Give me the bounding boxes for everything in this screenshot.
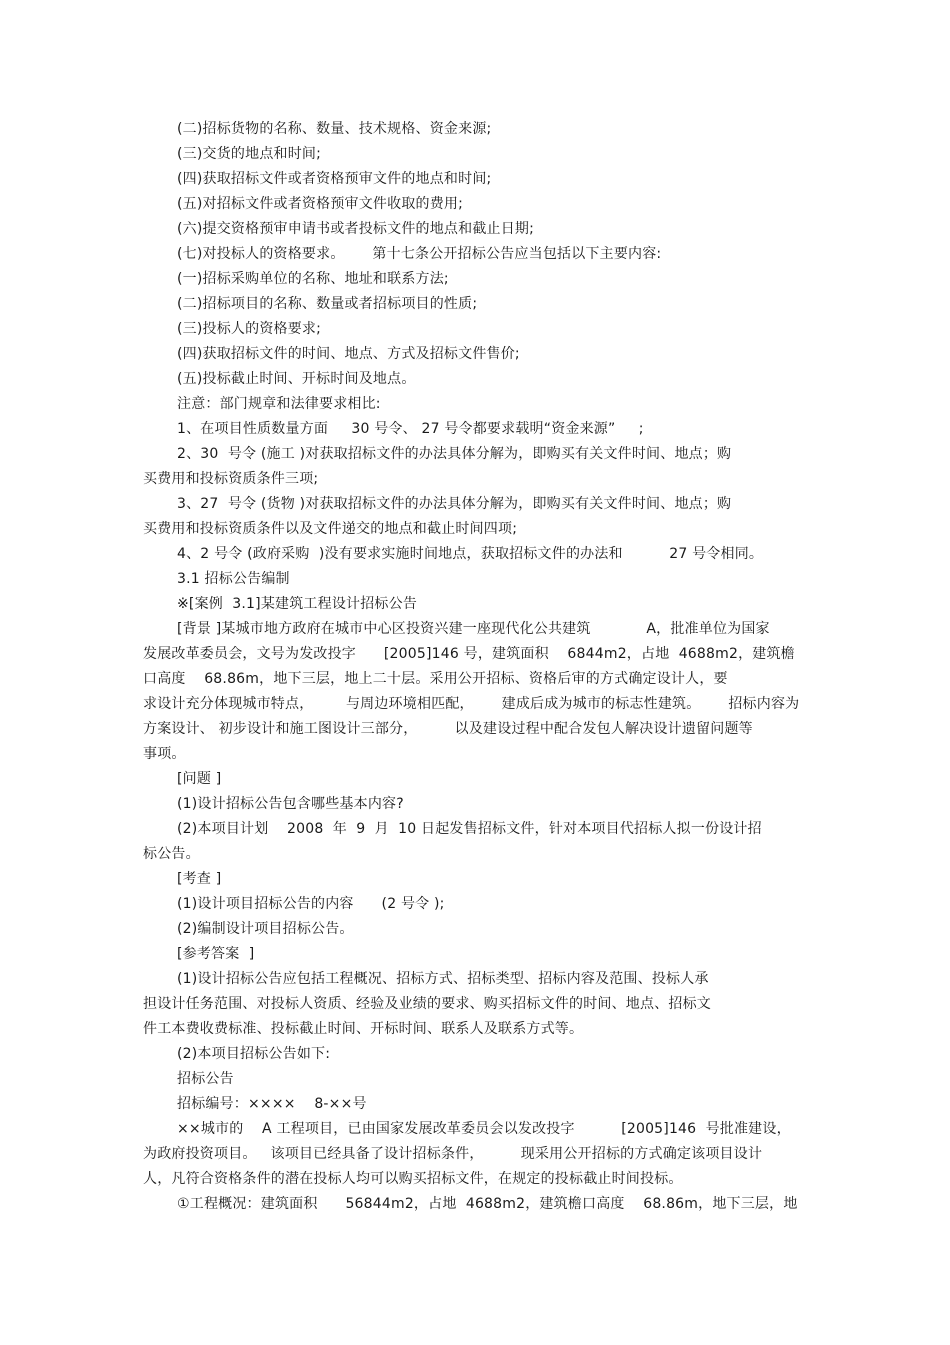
text-line: (七)对投标人的资格要求。 第十七条公开招标公告应当包括以下主要内容:	[177, 246, 662, 262]
text-line: (六)提交资格预审申请书或者投标文件的地点和截止日期;	[177, 221, 535, 237]
text-line: [问题 ]	[177, 771, 222, 787]
text-line: (2)本项目招标公告如下:	[177, 1046, 331, 1062]
text-line: (一)招标采购单位的名称、地址和联系方法;	[177, 271, 449, 287]
notice-number: 招标编号：×××× 8-××号	[177, 1096, 367, 1112]
text-line: 标公告。	[143, 846, 200, 862]
text-line: (四)获取招标文件或者资格预审文件的地点和时间;	[177, 171, 492, 187]
case-title: ※[案例 3.1]某建筑工程设计招标公告	[177, 596, 418, 612]
text-line: (四)获取招标文件的时间、地点、方式及招标文件售价;	[177, 346, 520, 362]
text-line: 发展改革委员会，文号为发改投字 [2005]146 号，建筑面积 6844m2，占地 4688m2，建筑檐	[143, 646, 795, 662]
text-line: (1)设计招标公告包含哪些基本内容?	[177, 796, 404, 812]
text-line: ××城市的 A 工程项目，已由国家发展改革委员会以发改投字 [2005]146 号批准建设，	[177, 1121, 791, 1137]
text-line: (2)本项目计划 2008 年 9 月 10 日起发售招标文件，针对本项目代招标人拟一份设计招	[177, 821, 762, 837]
text-line: (五)对招标文件或者资格预审文件收取的费用;	[177, 196, 464, 212]
text-line: (二)招标项目的名称、数量或者招标项目的性质;	[177, 296, 478, 312]
text-line: 人，凡符合资格条件的潜在投标人均可以购买招标文件，在规定的投标截止时间投标。	[143, 1171, 683, 1187]
text-line: (1)设计项目招标公告的内容 (2 号令 );	[177, 896, 445, 912]
text-line: [考查 ]	[177, 871, 222, 887]
section-heading: 3.1 招标公告编制	[177, 571, 290, 587]
text-line: 为政府投资项目。 该项目已经具备了设计招标条件， 现采用公开招标的方式确定该项目设计	[143, 1146, 763, 1162]
text-line: 担设计任务范围、对投标人资质、经验及业绩的要求、购买招标文件的时间、地点、招标文	[143, 996, 711, 1012]
text-line: 口高度 68.86m，地下三层，地上二十层。采用公开招标、资格后审的方式确定设计人，要	[143, 671, 728, 687]
text-line: 件工本费收费标准、投标截止时间、开标时间、联系人及联系方式等。	[143, 1021, 584, 1037]
text-line: ①工程概况：建筑面积 56844m2，占地 4688m2，建筑檐口高度 68.86m，地下三层，地	[177, 1196, 798, 1212]
text-line: [背景 ]某城市地方政府在城市中心区投资兴建一座现代化公共建筑 A，批准单位为国家	[177, 621, 770, 637]
text-line: (二)招标货物的名称、数量、技术规格、资金来源;	[177, 121, 492, 137]
text-line: 事项。	[143, 746, 186, 762]
text-line: (三)交货的地点和时间;	[177, 146, 322, 162]
notice-title: 招标公告	[177, 1071, 234, 1087]
text-line: (2)编制设计项目招标公告。	[177, 921, 354, 937]
text-line: (三)投标人的资格要求;	[177, 321, 322, 337]
text-line: [参考答案 ]	[177, 946, 255, 962]
text-line: 方案设计、 初步设计和施工图设计三部分， 以及建设过程中配合发包人解决设计遗留问题等	[143, 721, 753, 737]
text-line: 4、2 号令 (政府采购 )没有要求实施时间地点，获取招标文件的办法和 27 号令相同。	[177, 546, 764, 562]
text-line: 3、27 号令 (货物 )对获取招标文件的办法具体分解为，即购买有关文件时间、地点；购	[177, 496, 732, 512]
text-line: 买费用和投标资质条件以及文件递交的地点和截止时间四项;	[143, 521, 518, 537]
text-line: 求设计充分体现城市特点， 与周边环境相匹配， 建成后成为城市的标志性建筑。 招标内容为	[143, 696, 800, 712]
text-line: 2、30 号令 (施工 )对获取招标文件的办法具体分解为，即购买有关文件时间、地点；购	[177, 446, 732, 462]
text-line: 买费用和投标资质条件三项;	[143, 471, 319, 487]
text-line: 1、在项目性质数量方面 30 号令、 27 号令都要求载明“资金来源” ;	[177, 421, 644, 437]
text-line: (1)设计招标公告应包括工程概况、招标方式、招标类型、招标内容及范围、投标人承	[177, 971, 709, 987]
text-line: 注意：部门规章和法律要求相比:	[177, 396, 381, 412]
text-line: (五)投标截止时间、开标时间及地点。	[177, 371, 416, 387]
